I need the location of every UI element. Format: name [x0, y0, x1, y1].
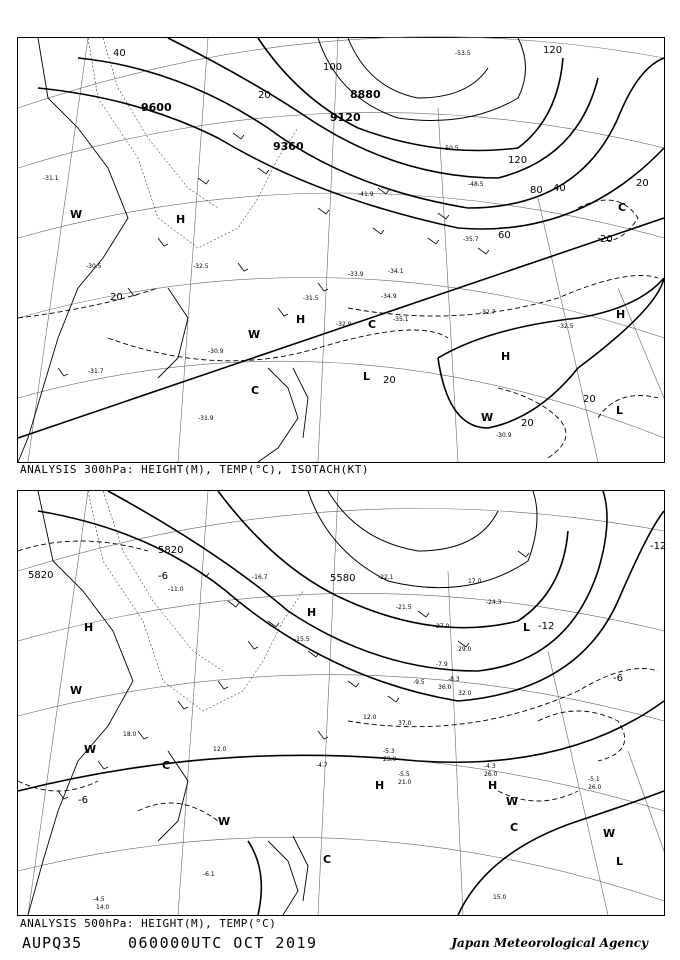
system-marker: L: [363, 370, 371, 383]
system-marker: C: [251, 384, 260, 397]
system-marker: W: [84, 743, 97, 756]
temp-value: -31.7: [88, 368, 104, 375]
temp-value: -4.3: [484, 763, 496, 770]
dewpoint-value: 26.0: [484, 771, 498, 778]
contour-label: -6: [78, 795, 88, 806]
dewpoint-value: 14.0: [96, 904, 110, 911]
temp-value: -32.5: [558, 323, 574, 330]
temp-value: -4.5: [93, 896, 105, 903]
temp-value: -7.9: [436, 661, 448, 668]
latlon-grid: [18, 491, 667, 915]
temp-value: -41.9: [358, 191, 374, 198]
contour-label: 5820: [158, 545, 184, 556]
contour-label: 8880: [350, 88, 381, 101]
dewpoint-value: 29.0: [458, 646, 472, 653]
system-marker: C: [162, 759, 171, 772]
system-marker: C: [618, 201, 627, 214]
system-marker: H: [307, 606, 317, 619]
system-marker: L: [616, 404, 624, 417]
system-marker: H: [616, 308, 626, 321]
dewpoint-value: 12.0: [363, 714, 377, 721]
contour-label: 9600: [141, 101, 172, 114]
contour-labels: [110, 45, 649, 429]
contour-label: 20: [600, 234, 613, 245]
contour-label: 20: [521, 418, 534, 429]
map-panel-300hpa: [17, 37, 665, 463]
contour-label: 5820: [28, 570, 54, 581]
system-marker: W: [70, 208, 83, 221]
temp-value: -33.9: [348, 271, 364, 278]
contour-label: 60: [498, 230, 511, 241]
contour-label: 20: [110, 292, 123, 303]
system-marker: H: [488, 779, 498, 792]
temp-value: -5.1: [588, 776, 600, 783]
temp-value: -30.9: [208, 348, 224, 355]
dewpoint-value: 36.0: [438, 684, 452, 691]
system-marker: W: [603, 827, 616, 840]
system-marker: C: [323, 853, 332, 866]
dewpoint-value: 21.0: [398, 779, 412, 786]
contour-label: 40: [113, 48, 126, 59]
temperature-values: [43, 50, 574, 439]
contour-label: 20: [383, 375, 396, 386]
contour-label: 100: [323, 62, 343, 73]
contour-label: 5580: [330, 573, 356, 584]
system-marker: H: [84, 621, 94, 634]
system-marker: W: [481, 411, 494, 424]
temp-value: -48.5: [468, 181, 484, 188]
dewpoint-value: 12.0: [213, 746, 227, 753]
contour-label: -6: [158, 571, 168, 582]
pressure-systems: [70, 201, 626, 424]
dewpoint-value: 15.0: [493, 894, 507, 901]
contour-label: 9360: [273, 140, 304, 153]
system-marker: L: [616, 855, 624, 868]
temp-value: -31.1: [43, 175, 59, 182]
caption-500hpa: ANALYSIS 500hPa: HEIGHT(M), TEMP(°C): [20, 917, 277, 930]
map-panel-500hpa: [17, 490, 665, 916]
temp-value: -22.1: [378, 574, 394, 581]
map-500hpa-chart: [18, 491, 667, 915]
contour-labels: [28, 541, 666, 806]
dewpoint-value: 23.0: [383, 756, 397, 763]
contour-label: -12: [650, 541, 667, 552]
system-marker: H: [375, 779, 385, 792]
temp-value: -35.1: [393, 316, 409, 323]
dewpoint-value: 27.0: [436, 623, 450, 630]
temp-value: -32.7: [480, 309, 496, 316]
contour-label: 120: [543, 45, 563, 56]
system-marker: W: [218, 815, 231, 828]
dewpoint-value: 37.0: [398, 720, 412, 727]
caption-300hpa: ANALYSIS 300hPa: HEIGHT(M), TEMP(°C), ISOTACH(KT): [20, 463, 370, 476]
temp-value: -32.5: [193, 263, 209, 270]
temp-value: -50.5: [443, 145, 459, 152]
temp-value: -53.5: [455, 50, 471, 57]
temp-value: -5.3: [383, 748, 395, 755]
system-marker: H: [501, 350, 511, 363]
temp-value: -34.9: [381, 293, 397, 300]
system-marker: C: [368, 318, 377, 331]
map-300hpa-chart: [18, 38, 664, 462]
system-marker: W: [248, 328, 261, 341]
pressure-systems: [70, 606, 623, 868]
contour-label: 9120: [330, 111, 361, 124]
temp-value: -5.5: [398, 771, 410, 778]
temp-value: -24.3: [486, 599, 502, 606]
temp-value: -30.9: [496, 432, 512, 439]
temp-value: -8.3: [448, 676, 460, 683]
contour-label: 80: [530, 185, 543, 196]
temp-value: -16.7: [252, 574, 268, 581]
dewpoint-value: 32.0: [458, 690, 472, 697]
temp-value: -31.9: [198, 415, 214, 422]
system-marker: W: [70, 684, 83, 697]
temp-value: -35.7: [463, 236, 479, 243]
system-marker: H: [296, 313, 306, 326]
contour-label: 20: [636, 178, 649, 189]
dewpoint-value: 17.0: [468, 578, 482, 585]
valid-time: 060000UTC OCT 2019: [128, 934, 318, 952]
contour-label: 120: [508, 155, 528, 166]
temp-value: -15.5: [294, 636, 310, 643]
system-marker: L: [523, 621, 531, 634]
temp-value: -6.1: [203, 871, 215, 878]
system-marker: C: [510, 821, 519, 834]
system-marker: H: [176, 213, 186, 226]
temp-value: -9.5: [413, 679, 425, 686]
agency-name: Japan Meteorological Agency: [451, 936, 648, 950]
contour-label: 40: [553, 183, 566, 194]
dewpoint-value: 18.0: [123, 731, 137, 738]
product-id: AUPQ35: [22, 934, 83, 952]
temp-value: -34.1: [388, 268, 404, 275]
temp-value: -32.9: [336, 321, 352, 328]
temp-value: -11.0: [168, 586, 184, 593]
temp-value: -21.5: [396, 604, 412, 611]
contour-label: 20: [258, 90, 271, 101]
contour-label: -6: [613, 673, 623, 684]
height-contours: [18, 38, 664, 438]
temp-value: -4.7: [316, 762, 328, 769]
temp-value: -31.5: [303, 295, 319, 302]
contour-label: 20: [583, 394, 596, 405]
temp-value: -30.5: [86, 263, 102, 270]
contour-label: -12: [538, 621, 555, 632]
dewpoint-value: 26.0: [588, 784, 602, 791]
system-marker: W: [506, 795, 519, 808]
